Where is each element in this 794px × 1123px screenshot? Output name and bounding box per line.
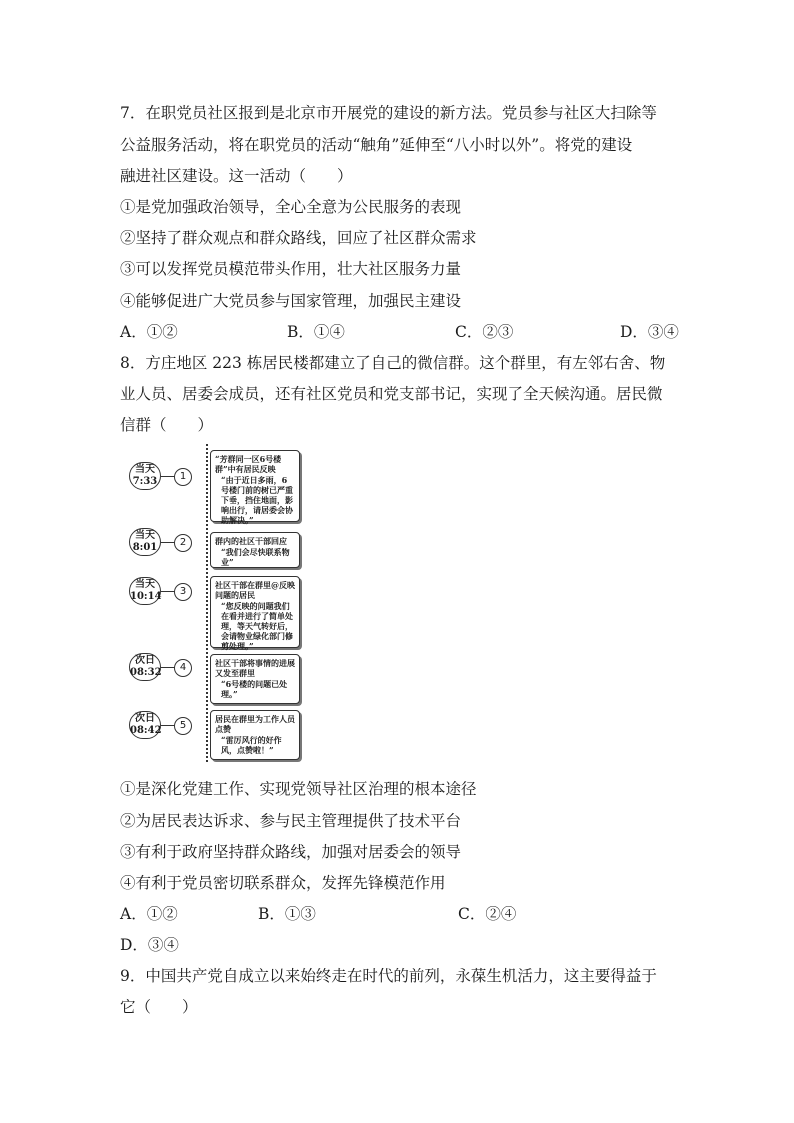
timeline-day-2: 当天 xyxy=(135,530,155,541)
q8-option-a[interactable]: A．①② xyxy=(120,905,178,923)
timeline-clock-1: 7:33 xyxy=(132,476,158,487)
timeline-card-1-body: “由于近日多雨，6号楼门前的树已严重下垂，挡住地面，影响出行，请居委会协助解决。” xyxy=(221,475,293,525)
timeline-card-1 xyxy=(210,450,300,525)
timeline-num-3: 3 xyxy=(174,583,192,601)
timeline-card-5-head: 居民在群里为工作人员点赞 xyxy=(215,714,295,734)
q8-item-3: ③有利于政府坚持群众路线，加强对居委会的领导 xyxy=(120,843,462,861)
timeline-clock-3: 10:14 xyxy=(130,591,162,602)
timeline-num-5: 5 xyxy=(174,717,192,735)
timeline-card-4 xyxy=(210,654,300,704)
q8-stem-line-3: 信群（ ） xyxy=(120,416,214,434)
q8-item-4: ④有利于党员密切联系群众，发挥先锋模范作用 xyxy=(120,874,446,892)
q7-stem-line-3: 融进社区建设。这一活动（ ） xyxy=(120,167,353,185)
timeline-time-2 xyxy=(129,528,161,556)
timeline-card-2-head: 群内的社区干部回应 xyxy=(215,536,287,546)
q8-stem-line-2: 业人员、居委会成员，还有社区党员和党支部书记，实现了全天候沟通。居民微 xyxy=(120,385,663,403)
timeline-num-2: 2 xyxy=(174,534,192,552)
timeline-card-1-head: “芳群同一区6号楼群”中有居民反映 xyxy=(215,454,282,474)
timeline-day-5: 次日 xyxy=(135,713,155,724)
q7-option-a[interactable]: A．①② xyxy=(120,323,178,341)
q7-option-d[interactable]: D．③④ xyxy=(620,323,679,341)
q8-stem-line-1: 8．方庄地区 223 栋居民楼都建立了自己的微信群。这个群里，有左邻右舍、物 xyxy=(120,354,666,372)
q7-item-2: ②坚持了群众观点和群众路线，回应了社区群众需求 xyxy=(120,229,477,247)
q8-item-1: ①是深化党建工作、实现党领导社区治理的根本途径 xyxy=(120,780,477,798)
q9-stem-line-2: 它（ ） xyxy=(120,998,198,1016)
q7-stem-line-1: 7．在职党员社区报到是北京市开展党的建设的新方法。党员参与社区大扫除等 xyxy=(120,104,657,122)
timeline-stem-3 xyxy=(161,591,175,592)
timeline-clock-5: 08:42 xyxy=(130,725,162,736)
timeline-stem-2 xyxy=(161,542,175,543)
timeline-clock-2: 8:01 xyxy=(132,542,158,553)
timeline-time-4 xyxy=(129,653,161,681)
timeline-time-3 xyxy=(129,577,161,605)
timeline-num-1: 1 xyxy=(174,468,192,486)
q7-option-b[interactable]: B．①④ xyxy=(287,323,345,341)
timeline-card-2 xyxy=(210,532,300,568)
q8-item-2: ②为居民表达诉求、参与民主管理提供了技术平台 xyxy=(120,812,462,830)
timeline-day-1: 当天 xyxy=(135,464,155,475)
timeline-card-3-head: 社区干部在群里@反映问题的居民 xyxy=(215,580,295,600)
timeline-card-5 xyxy=(210,710,300,760)
timeline-card-5-body: “雷厉风行的好作风，点赞啦！” xyxy=(221,735,282,755)
q7-item-3: ③可以发挥党员模范带头作用，壮大社区服务力量 xyxy=(120,260,462,278)
timeline-time-5 xyxy=(129,711,161,739)
timeline-day-3: 当天 xyxy=(135,579,155,590)
timeline-time-1 xyxy=(129,462,161,490)
timeline-num-4: 4 xyxy=(174,659,192,677)
q8-option-c[interactable]: C．②④ xyxy=(458,905,517,923)
timeline-day-4: 次日 xyxy=(135,655,155,666)
q8-option-b[interactable]: B．①③ xyxy=(258,905,316,923)
q9-stem-line-1: 9．中国共产党自成立以来始终走在时代的前列，永葆生机活力，这主要得益于 xyxy=(120,967,657,985)
timeline-axis xyxy=(206,444,208,762)
q7-item-1: ①是党加强政治领导，全心全意为公民服务的表现 xyxy=(120,198,462,216)
q7-option-c[interactable]: C．②③ xyxy=(455,323,514,341)
timeline-stem-5 xyxy=(161,725,175,726)
timeline-clock-4: 08:32 xyxy=(130,667,162,678)
timeline-card-3-body: “您反映的问题我们在看并进行了简单处理，等天气转好后，会请物业绿化部门修剪处理。” xyxy=(221,601,293,651)
timeline-card-4-head: 社区干部将事情的进展又发至群里 xyxy=(215,658,295,678)
q7-item-4: ④能够促进广大党员参与国家管理，加强民主建设 xyxy=(120,292,462,310)
timeline-stem-4 xyxy=(161,667,175,668)
q7-stem-line-2: 公益服务活动，将在职党员的活动“触角”延伸至“八小时以外”。将党的建设 xyxy=(120,136,633,154)
timeline-card-2-body: “我们会尽快联系物业” xyxy=(221,547,290,567)
timeline-card-3 xyxy=(210,576,300,651)
wechat-timeline-figure xyxy=(124,440,314,765)
timeline-card-4-body: “6号楼的问题已处理。” xyxy=(221,679,288,699)
timeline-stem-1 xyxy=(161,476,175,477)
q8-option-d[interactable]: D．③④ xyxy=(120,936,179,954)
